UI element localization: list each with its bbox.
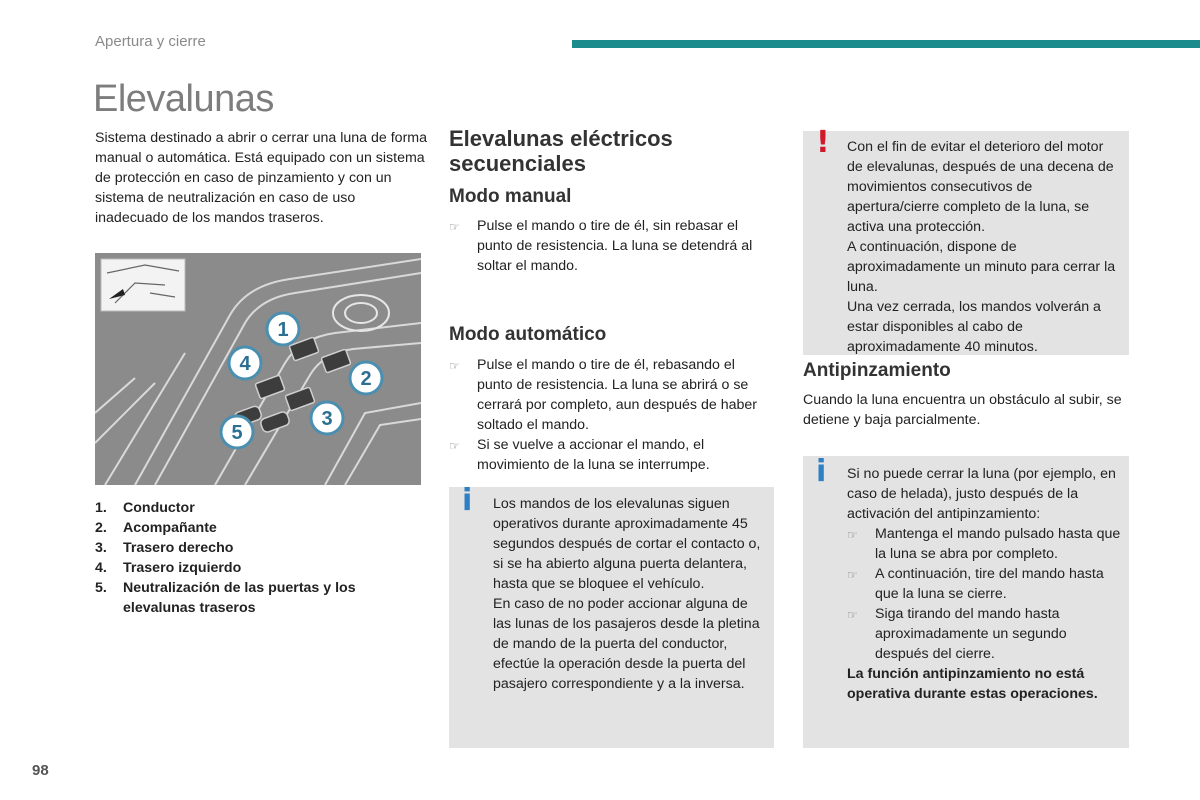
legend-item: 1. Conductor bbox=[95, 500, 195, 516]
list-item: ☞ Pulse el mando o tire de él, rebasando el punto de resistencia. La luna se abrirá o se cerrará por completo, aun después de haber soltado el mando. bbox=[449, 357, 757, 433]
warning-icon: ! bbox=[816, 125, 830, 160]
accent-bar bbox=[572, 40, 1200, 48]
manual-mode-heading: Modo manual bbox=[449, 186, 572, 207]
page-number: 98 bbox=[32, 762, 49, 779]
svg-text:2: 2 bbox=[360, 368, 372, 390]
warning-paragraph: A continuación, dispone de aproximadamente un minuto para cerrar la luna. bbox=[847, 239, 1116, 295]
callout-2 bbox=[350, 362, 382, 394]
anti-pinch-heading: Antipinzamiento bbox=[803, 360, 951, 381]
info-icon: i bbox=[816, 454, 827, 489]
section-heading: Elevalunas eléctricos secuenciales bbox=[449, 126, 673, 176]
intro-paragraph: Sistema destinado a abrir o cerrar una luna de forma manual o automática. Está equipado con un sistema de protección en caso de pinzamiento y con un sistema de neutralización en caso de uso inadecuado de los mandos traseros. bbox=[95, 130, 428, 226]
list-item: ☞ Siga tirando del mando hasta aproximadamente un segundo después del cierre. bbox=[847, 606, 1067, 662]
anti-pinch-paragraph: Cuando la luna encuentra un obstáculo al subir, se detiene y baja parcialmente. bbox=[803, 392, 1122, 428]
list-item: ☞ A continuación, tire del mando hasta que la luna se cierre. bbox=[847, 566, 1104, 602]
svg-text:5: 5 bbox=[231, 422, 243, 444]
warning-box bbox=[803, 125, 1129, 355]
legend-item: 3. Trasero derecho bbox=[95, 540, 234, 556]
info-box-controls bbox=[449, 483, 774, 748]
callout-4 bbox=[229, 347, 261, 379]
list-item: ☞ Mantenga el mando pulsado hasta que la luna se abra por completo. bbox=[847, 526, 1121, 562]
legend-list bbox=[95, 498, 415, 618]
car-interior-thumbnail bbox=[101, 259, 185, 311]
pointer-icon: ☞ bbox=[847, 568, 858, 582]
pointer-icon: ☞ bbox=[449, 220, 460, 234]
section-label: Apertura y cierre bbox=[95, 33, 206, 50]
list-item: ☞ Si se vuelve a accionar el mando, el movimiento de la luna se interrumpe. bbox=[449, 437, 710, 473]
warning-paragraph: Una vez cerrada, los mandos volverán a estar disponibles al cabo de aproximadamente 40 minutos. bbox=[847, 299, 1101, 355]
auto-mode-heading: Modo automático bbox=[449, 324, 607, 345]
svg-text:1: 1 bbox=[277, 319, 289, 341]
callout-1 bbox=[267, 313, 299, 345]
legend-item: 5. Neutralización de las puertas y los elevalunas traseros bbox=[95, 580, 356, 616]
pointer-icon: ☞ bbox=[449, 359, 460, 373]
legend-item: 2. Acompañante bbox=[95, 520, 217, 536]
window-switch-illustration bbox=[95, 253, 421, 485]
info-icon: i bbox=[462, 483, 473, 518]
info-box-anti-pinch bbox=[803, 456, 1129, 748]
svg-text:4: 4 bbox=[239, 353, 251, 375]
page-title: Elevalunas bbox=[93, 78, 274, 120]
callout-5 bbox=[221, 416, 253, 448]
callout-3 bbox=[311, 402, 343, 434]
list-item: ☞ Pulse el mando o tire de él, sin rebasar el punto de resistencia. La luna se detendrá al soltar el mando. bbox=[449, 218, 753, 274]
warning-paragraph: Con el fin de evitar el deterioro del motor de elevalunas, después de una decena de movimientos consecutivos de apertura/cierre completo de la luna, se activa una protección. bbox=[847, 139, 1114, 235]
info-paragraph: Los mandos de los elevalunas siguen operativos durante aproximadamente 45 segundos después de cortar el contacto o, si se ha abierto alguna puerta delantera, hasta que se bloquee el vehículo. bbox=[493, 496, 761, 592]
auto-mode-bullets bbox=[449, 355, 769, 475]
pointer-icon: ☞ bbox=[449, 439, 460, 453]
manual-mode-bullets bbox=[449, 216, 769, 276]
info-note: La función antipinzamiento no está operativa durante estas operaciones. bbox=[847, 666, 1098, 702]
pointer-icon: ☞ bbox=[847, 528, 858, 542]
info-paragraph: En caso de no poder accionar alguna de las lunas de los pasajeros desde la pletina de mando de la puerta del conductor, efectúe la operación desde la puerta del pasajero correspondiente y a la inversa. bbox=[493, 596, 760, 692]
legend-item: 4. Trasero izquierdo bbox=[95, 560, 242, 576]
info-paragraph: Si no puede cerrar la luna (por ejemplo, en caso de helada), justo después de la activación del antipinzamiento: bbox=[847, 466, 1116, 522]
svg-text:3: 3 bbox=[321, 408, 333, 430]
pointer-icon: ☞ bbox=[847, 608, 858, 622]
